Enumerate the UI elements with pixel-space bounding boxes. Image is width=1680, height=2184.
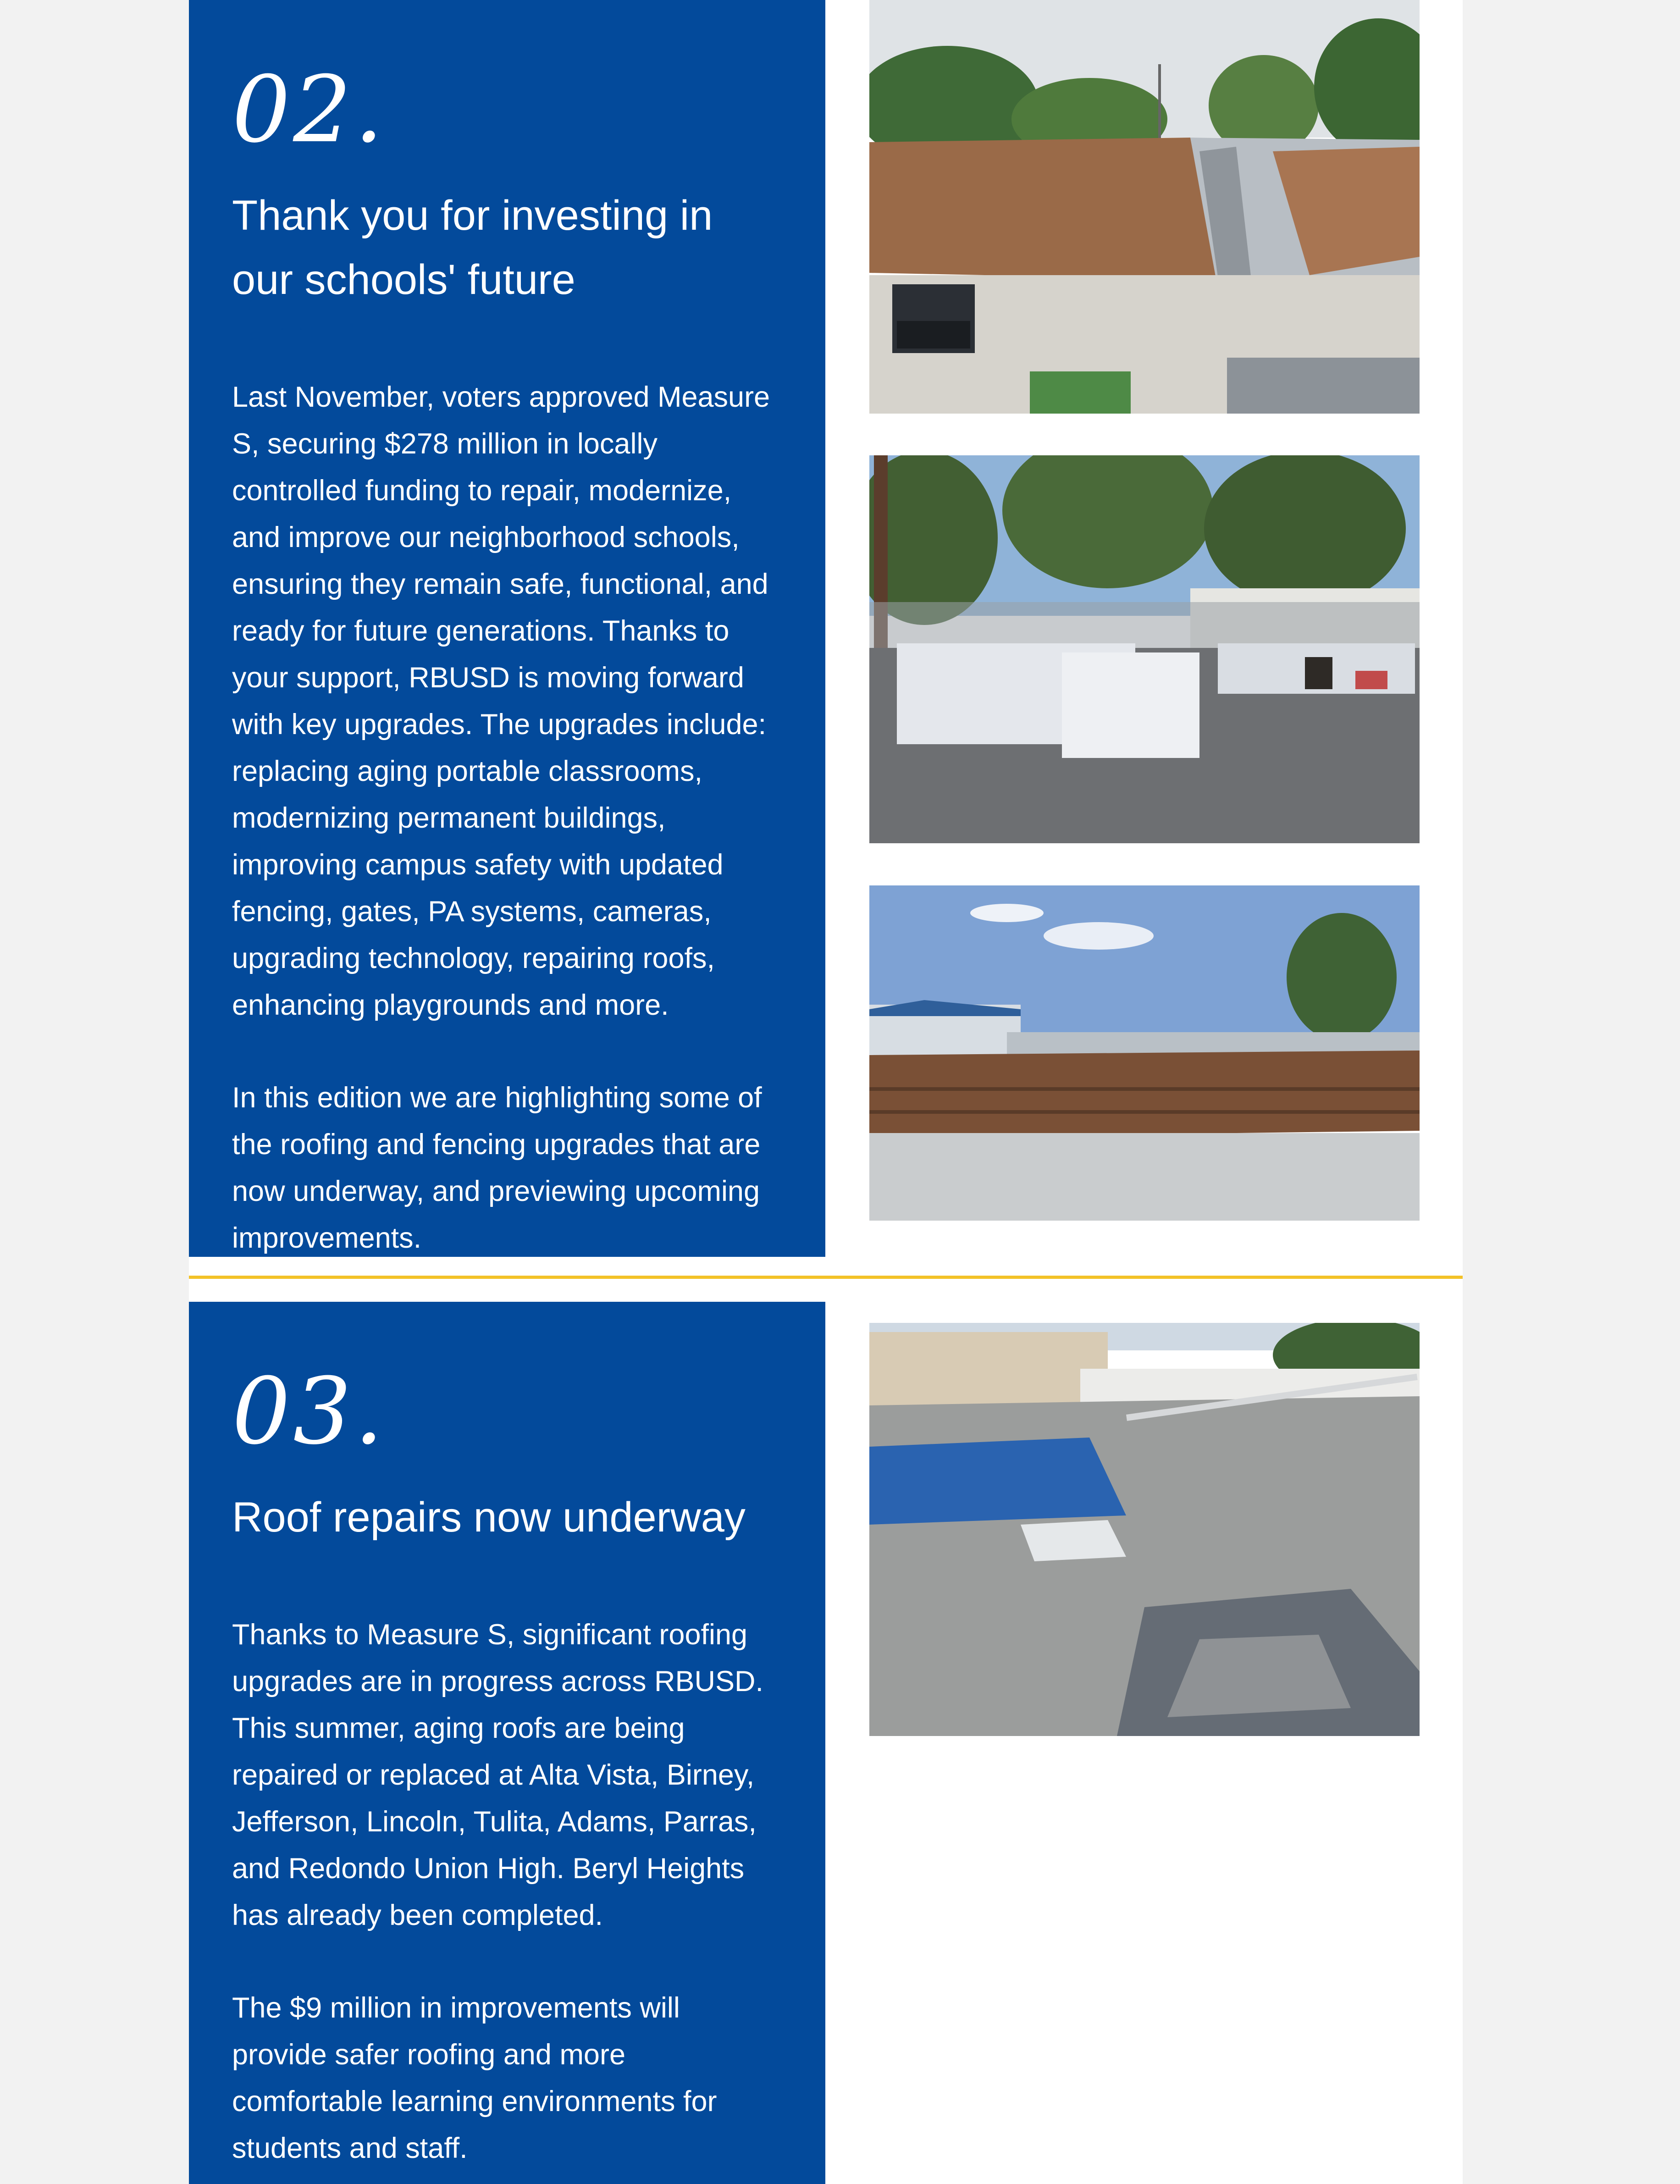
text-line: repaired or replaced at Alta Vista, Birney, bbox=[232, 1759, 755, 1791]
text-line: enhancing playgrounds and more. bbox=[232, 989, 669, 1021]
text-line: your support, RBUSD is moving forward bbox=[232, 662, 744, 694]
section-number: 03. bbox=[232, 1358, 387, 1465]
heading-line: Thank you for investing in bbox=[232, 192, 713, 239]
section-divider bbox=[189, 1276, 1463, 1279]
text-line: ensuring they remain safe, functional, and bbox=[232, 568, 768, 600]
text-line: comfortable learning environments for bbox=[232, 2085, 717, 2118]
text-line: This summer, aging roofs are being bbox=[232, 1712, 685, 1744]
text-line: upgrades are in progress across RBUSD. bbox=[232, 1665, 764, 1697]
newsletter-page bbox=[189, 0, 1463, 2184]
text-line: ready for future generations. Thanks to bbox=[232, 615, 729, 647]
text-line: modernizing permanent buildings, bbox=[232, 802, 666, 834]
text-line: the roofing and fencing upgrades that are bbox=[232, 1128, 761, 1161]
intro-paragraph bbox=[232, 374, 793, 1028]
text-line: upgrading technology, repairing roofs, bbox=[232, 942, 715, 974]
edition-paragraph bbox=[232, 1074, 793, 1261]
roof-repair-progress-photo bbox=[869, 1323, 1420, 1736]
text-line: S, securing $278 million in locally bbox=[232, 428, 658, 460]
text-line: Last November, voters approved Measure bbox=[232, 381, 770, 413]
text-line: Thanks to Measure S, significant roofing bbox=[232, 1619, 748, 1651]
text-line: The $9 million in improvements will bbox=[232, 1992, 680, 2024]
text-line: has already been completed. bbox=[232, 1899, 603, 1931]
improvements-paragraph bbox=[232, 1985, 793, 2172]
section-number: 02. bbox=[232, 56, 387, 163]
flat-roof-photo bbox=[869, 885, 1420, 1221]
text-line: replacing aging portable classrooms, bbox=[232, 755, 703, 787]
text-line: improvements. bbox=[232, 1222, 422, 1254]
section-02-panel bbox=[189, 0, 825, 1257]
section-heading: Roof repairs now underway bbox=[232, 1494, 746, 1541]
text-line: Jefferson, Lincoln, Tulita, Adams, Parras, bbox=[232, 1806, 757, 1838]
roof-repairs-paragraph bbox=[232, 1611, 793, 1939]
text-line: students and staff. bbox=[232, 2132, 468, 2164]
text-line: and Redondo Union High. Beryl Heights bbox=[232, 1852, 745, 1885]
roofing-materials-photo bbox=[869, 455, 1420, 843]
text-line: In this edition we are highlighting some of bbox=[232, 1082, 762, 1114]
section-03-panel bbox=[189, 1302, 825, 2184]
heading-line: our schools' future bbox=[232, 256, 575, 303]
roof-tearoff-photo bbox=[869, 0, 1420, 414]
text-line: provide safer roofing and more bbox=[232, 2039, 625, 2071]
text-line: fencing, gates, PA systems, cameras, bbox=[232, 896, 712, 928]
text-line: and improve our neighborhood schools, bbox=[232, 521, 740, 553]
text-line: improving campus safety with updated bbox=[232, 849, 724, 881]
text-line: with key upgrades. The upgrades include: bbox=[232, 708, 767, 741]
text-line: controlled funding to repair, modernize, bbox=[232, 475, 732, 507]
text-line: now underway, and previewing upcoming bbox=[232, 1175, 760, 1207]
section-heading bbox=[232, 183, 793, 312]
